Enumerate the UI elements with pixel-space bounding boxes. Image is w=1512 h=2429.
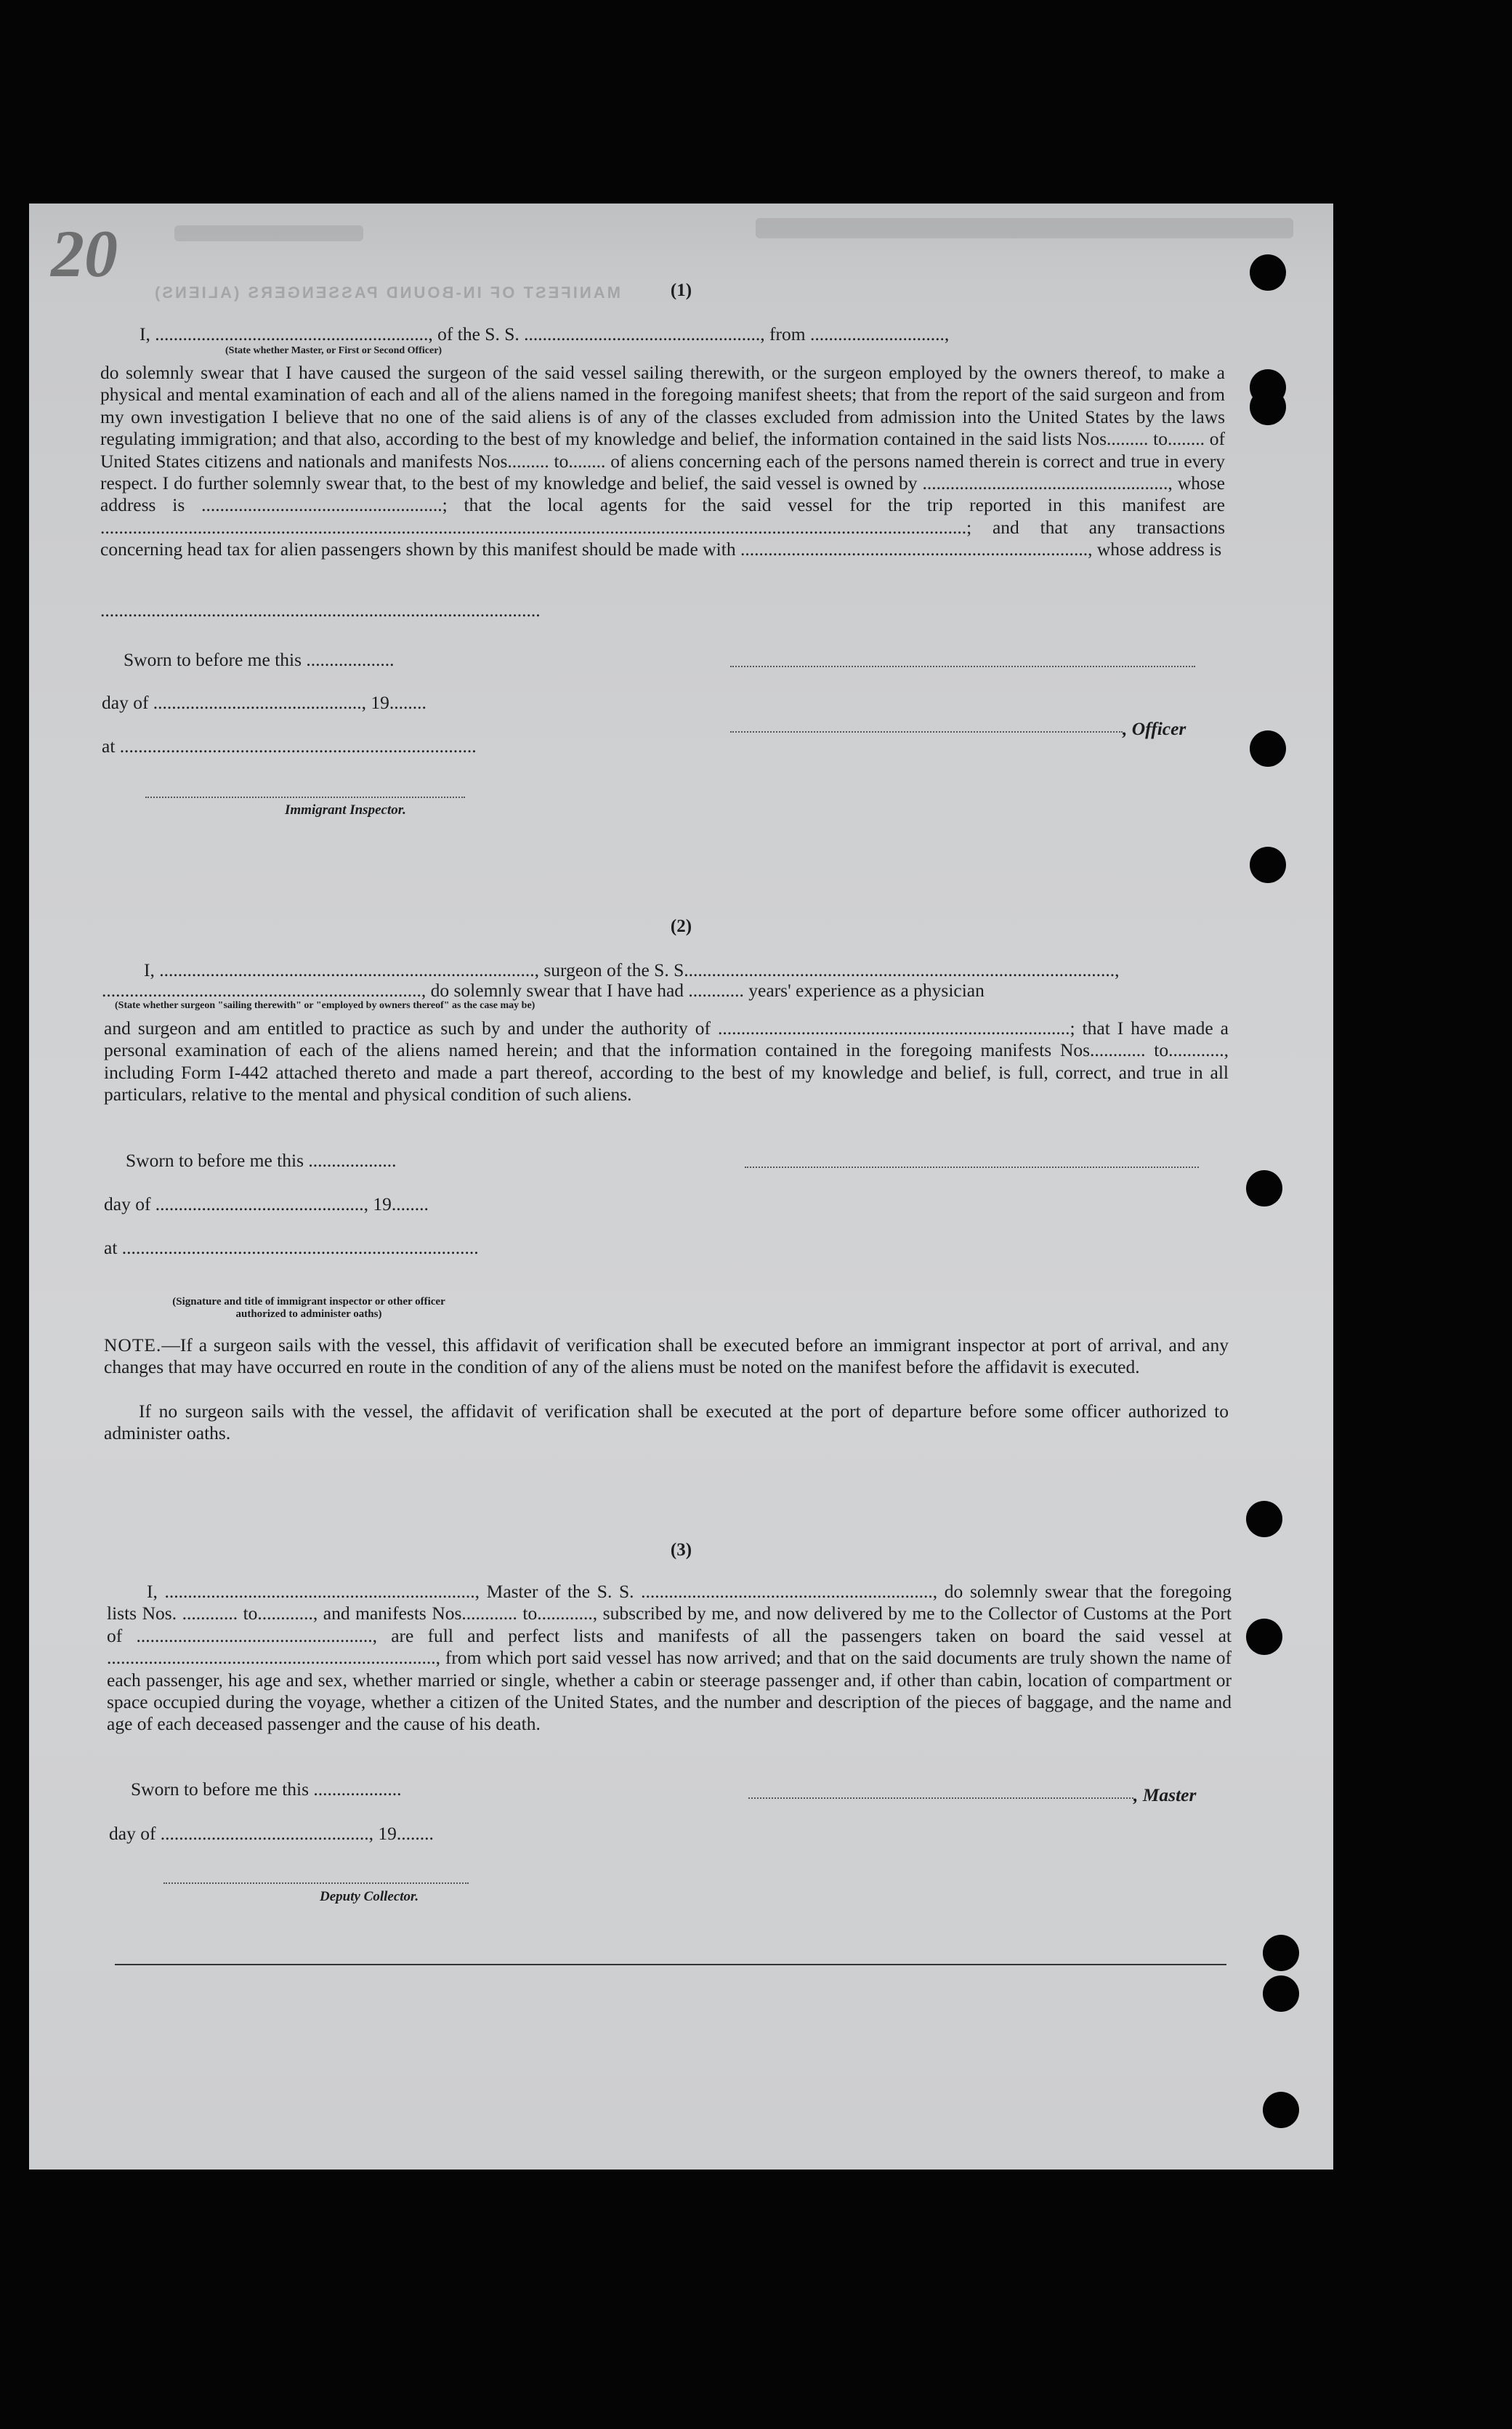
manifest-page	[29, 204, 1333, 2170]
inspector-label: Immigrant Inspector.	[285, 802, 406, 818]
scan-smudge	[756, 218, 1293, 238]
section-2-oath-line: I, ................................................................................., surgeon of the S. S.............................................................................................,	[144, 959, 1120, 980]
section-2-note-2: If no surgeon sails with the vessel, the affidavit of verification shall be executed at the port of departure before some officer authorized to administer oaths.	[104, 1401, 1229, 1444]
punch-hole	[1263, 1935, 1299, 1971]
section-3-number: (3)	[670, 1540, 692, 1560]
master-label: , Master	[1133, 1784, 1197, 1805]
officer-signature-line-2	[730, 731, 1123, 733]
section-1-day: day of ............................................., 19........	[102, 692, 426, 713]
section-1-oath-line: I, ..........................................................., of the S. S. ..................................................., from .............................,	[140, 323, 950, 345]
section-1-number: (1)	[670, 281, 692, 300]
section-2-day: day of ............................................., 19........	[104, 1193, 429, 1214]
bottom-rule	[115, 1964, 1226, 1965]
handwritten-page-number: 20	[51, 217, 118, 291]
bleed-through-header: MANIFEST OF IN-BOUND PASSENGERS (ALIENS)	[153, 283, 620, 302]
punch-hole	[1250, 254, 1286, 291]
section-1-oath-note: (State whether Master, or First or Second Officer)	[225, 345, 442, 356]
section-3-day: day of ............................................., 19........	[109, 1823, 434, 1844]
section-2-at: at .............................................................................	[104, 1237, 479, 1258]
note-label: NOTE.	[104, 1334, 162, 1356]
section-3-sworn: Sworn to before me this ...................	[131, 1779, 402, 1800]
collector-label: Deputy Collector.	[320, 1889, 419, 1904]
punch-hole	[1246, 1619, 1282, 1655]
punch-hole	[1246, 1170, 1282, 1207]
punch-hole	[1250, 847, 1286, 883]
note-text: —If a surgeon sails with the vessel, this affidavit of verification shall be executed before an immigrant inspector at port of arrival, and any changes that may have occurred en route in the condition of any of the aliens must be noted on the manifest before the affidavit is executed.	[104, 1334, 1229, 1378]
officer-signature-line-1	[730, 666, 1195, 667]
section-2-note	[104, 1334, 1229, 1379]
punch-hole	[1250, 389, 1286, 425]
section-2-experience-note: (State whether surgeon "sailing therewith" or "employed by owners thereof" as the case may be)	[115, 1000, 535, 1011]
punch-hole	[1250, 730, 1286, 767]
section-2-signature-note: (Signature and title of immigrant inspector or other officer authorized to administer oaths)	[172, 1296, 445, 1320]
section-2-body: and surgeon and am entitled to practice as such by and under the authority of ............................................................................; that I have made a personal examination of each of the aliens named herein; and that the information contained in the foregoing manifests Nos............ to............, including Form I-442 attached thereto and made a part thereof, according to the best of my knowledge and belief, is full, correct, and true in all particulars, relative to the mental and physical condition of such aliens.	[104, 1018, 1229, 1105]
scan-smudge	[174, 225, 363, 241]
section-2-sworn: Sworn to before me this ...................	[126, 1150, 397, 1171]
section-1-sworn: Sworn to before me this ...................	[124, 649, 395, 670]
section-3-body: I, ..................................................................., Master of the S. S. ..............................................................., do solemnly swear that the foregoing lists Nos. ............ to............, and manifests Nos............ to............, subscribed by me, and now delivered by me to the Collector of Customs at the Port of ..................................................., are full and perfect lists and manifests of all the passengers taken on board the said vessel at ......................................................................., from which port said vessel has now arrived; and that on the said documents are truly shown the name of each passenger, his age and sex, whether married or single, whether a cabin or steerage passenger and, if other than cabin, location of compartment or space occupied during the voyage, whether a citizen of the United States, and the number and description of the pieces of baggage, and the name and age of each deceased passenger and the cause of his death.	[107, 1581, 1232, 1735]
punch-hole	[1263, 1975, 1299, 2012]
inspector-signature-line	[145, 797, 465, 798]
collector-signature-line	[163, 1882, 469, 1884]
punch-hole	[1263, 2092, 1299, 2128]
section-1-body: do solemnly swear that I have caused the surgeon of the said vessel sailing therewith, or the surgeon employed by the owners thereof, to make a physical and mental examination of each and all of the aliens named in the foregoing manifest sheets; that from the report of the said surgeon and from my own investigation I believe that no one of the said aliens is of any of the classes excluded from admission into the United States by the laws regulating immigration; and that also, according to the best of my knowledge and belief, the information contained in the said lists Nos......... to........ of United States citizens and nationals and manifests Nos......... to........ of aliens concerning each of the persons named therein is correct and true in every respect. I do further solemnly swear that, to the best of my knowledge and belief, the said vessel is owned by ....................................................., whose address is ....................................................; that the local agents for the said vessel for the trip reported in this manifest are ...........................................................................................................................................................................................; and that any transactions concerning head tax for alien passengers shown by this manifest should be made with ..........................................................................., whose address is	[100, 362, 1225, 560]
surgeon-signature-line	[745, 1167, 1199, 1168]
section-2-number: (2)	[670, 917, 692, 936]
master-signature-line	[748, 1797, 1133, 1799]
punch-hole	[1246, 1501, 1282, 1537]
officer-label: , Officer	[1123, 718, 1186, 739]
section-1-body-trailer: ...............................................................................................	[100, 600, 541, 621]
section-1-at: at .............................................................................	[102, 736, 477, 757]
section-2-experience-line: ....................................................................., do solemnly swear that I have had ............ years' experience as a physician	[102, 980, 985, 1001]
